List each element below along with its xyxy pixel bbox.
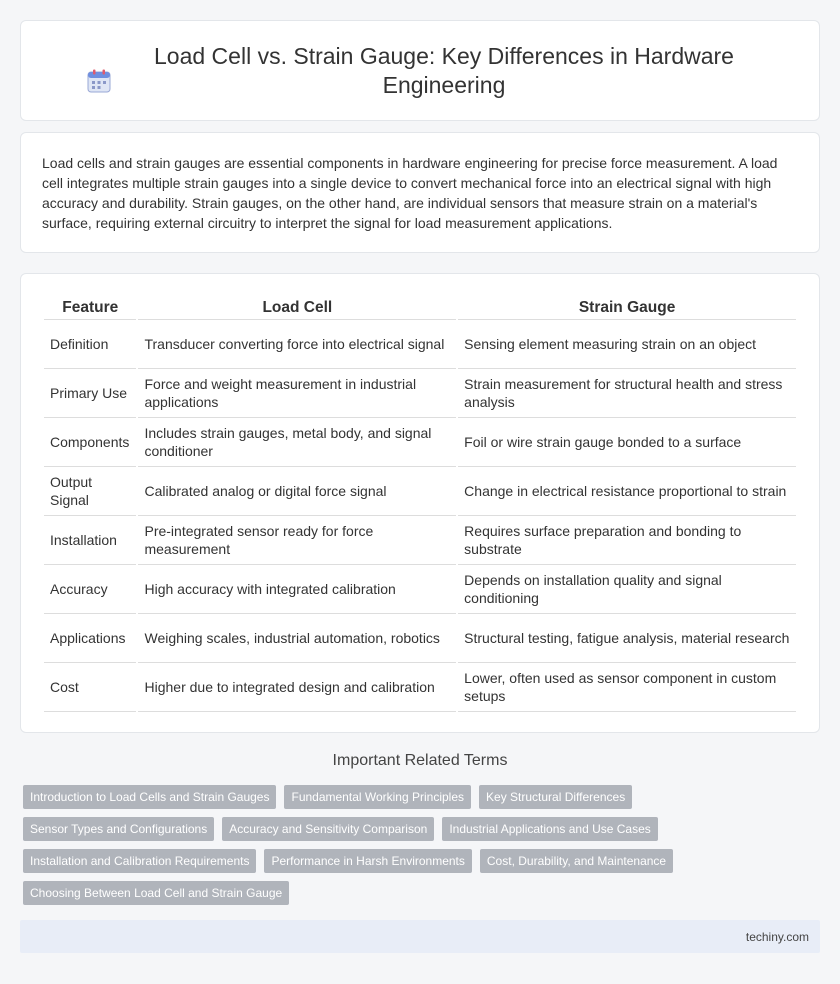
feature-cell: Applications: [44, 614, 136, 663]
table-row: [44, 614, 796, 663]
table-row: [44, 320, 796, 369]
related-terms-title: Important Related Terms: [332, 752, 508, 769]
title-wrap: [70, 42, 770, 100]
table-header-row: [44, 294, 796, 320]
load-cell-cell: Calibrated analog or digital force signal: [138, 467, 456, 516]
feature-cell: Cost: [44, 663, 136, 712]
footer-site-link[interactable]: techiny.com: [745, 929, 809, 944]
related-terms-tags: [23, 785, 823, 913]
tag-link[interactable]: Installation and Calibration Requirements: [23, 849, 256, 873]
load-cell-cell: Pre-integrated sensor ready for force measurement: [138, 516, 456, 565]
tag-link[interactable]: Introduction to Load Cells and Strain Gauges: [23, 785, 276, 809]
feature-cell: Installation: [44, 516, 136, 565]
intro-paragraph: Load cells and strain gauges are essential components in hardware engineering for precise force measurement. A load cell integrates multiple strain gauges into a single device to convert mechanical force into an electrical signal with high accuracy and durability. Strain gauges, on the other hand, are individual sensors that measure strain on a material's surface, requiring external circuitry to interpret the signal for load measurement applications.: [42, 155, 778, 231]
strain-gauge-cell: Lower, often used as sensor component in custom setups: [458, 663, 796, 712]
table-row: [44, 369, 796, 418]
feature-cell: Primary Use: [44, 369, 136, 418]
load-cell-cell: Transducer converting force into electrical signal: [138, 320, 456, 369]
footer: [20, 920, 820, 953]
table-row: [44, 565, 796, 614]
load-cell-cell: Weighing scales, industrial automation, robotics: [138, 614, 456, 663]
tag-row: [23, 817, 823, 841]
load-cell-cell: Includes strain gauges, metal body, and signal conditioner: [138, 418, 456, 467]
table-row: [44, 516, 796, 565]
tag-row: [23, 881, 823, 905]
table-row: [44, 418, 796, 467]
feature-cell: Components: [44, 418, 136, 467]
load-cell-cell: High accuracy with integrated calibration: [138, 565, 456, 614]
page-title: Load Cell vs. Strain Gauge: Key Differences in Hardware Engineering: [154, 42, 734, 98]
tag-link[interactable]: Choosing Between Load Cell and Strain Gauge: [23, 881, 289, 905]
table-row: [44, 467, 796, 516]
tag-link[interactable]: Fundamental Working Principles: [284, 785, 471, 809]
calendar-icon: [86, 68, 112, 94]
strain-gauge-cell: Sensing element measuring strain on an object: [458, 320, 796, 369]
header-load-cell: Load Cell: [138, 294, 456, 320]
feature-cell: Output Signal: [44, 467, 136, 516]
tag-link[interactable]: Sensor Types and Configurations: [23, 817, 214, 841]
feature-cell: Definition: [44, 320, 136, 369]
tag-row: [23, 849, 823, 873]
strain-gauge-cell: Structural testing, fatigue analysis, material research: [458, 614, 796, 663]
tag-link[interactable]: Accuracy and Sensitivity Comparison: [222, 817, 434, 841]
tag-row: [23, 785, 823, 809]
feature-cell: Accuracy: [44, 565, 136, 614]
comparison-table-card: [20, 273, 820, 733]
load-cell-cell: Force and weight measurement in industrial applications: [138, 369, 456, 418]
header-card: [20, 20, 820, 121]
strain-gauge-cell: Depends on installation quality and signal conditioning: [458, 565, 796, 614]
header-feature: Feature: [44, 294, 136, 320]
strain-gauge-cell: Requires surface preparation and bonding to substrate: [458, 516, 796, 565]
comparison-table: [42, 294, 798, 712]
strain-gauge-cell: Foil or wire strain gauge bonded to a surface: [458, 418, 796, 467]
intro-card: [20, 132, 820, 253]
tag-link[interactable]: Industrial Applications and Use Cases: [442, 817, 657, 841]
tag-link[interactable]: Cost, Durability, and Maintenance: [480, 849, 673, 873]
header-strain-gauge: Strain Gauge: [458, 294, 796, 320]
strain-gauge-cell: Change in electrical resistance proportional to strain: [458, 467, 796, 516]
tag-link[interactable]: Performance in Harsh Environments: [264, 849, 471, 873]
table-row: [44, 663, 796, 712]
load-cell-cell: Higher due to integrated design and calibration: [138, 663, 456, 712]
strain-gauge-cell: Strain measurement for structural health and stress analysis: [458, 369, 796, 418]
tag-link[interactable]: Key Structural Differences: [479, 785, 632, 809]
